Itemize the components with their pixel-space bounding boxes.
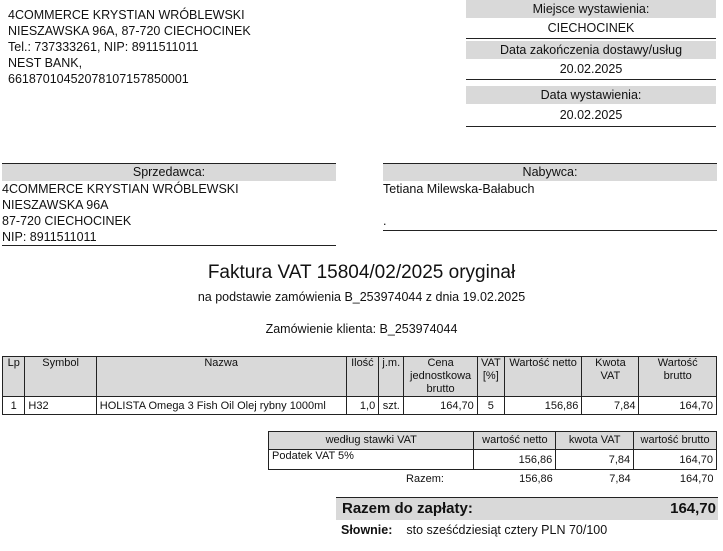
issuer-contact: Tel.: 737333261, NIP: 8911511011: [8, 40, 199, 54]
col-unit: j.m.: [379, 357, 404, 397]
buyer-lines: [383, 181, 717, 231]
table-row: [269, 450, 717, 470]
vat-col-rate: według stawki VAT: [269, 432, 474, 450]
meta-place: [466, 0, 716, 39]
seller-lines: [2, 181, 336, 246]
vat-amount: 7,84: [556, 450, 634, 470]
words-value: sto sześćdziesiąt cztery PLN 70/100: [406, 523, 608, 537]
place-label: Miejsce wystawienia:: [466, 0, 716, 18]
seller-label: Sprzedawca:: [2, 163, 336, 181]
vat-sum-row: [269, 470, 717, 488]
vat-header-row: [269, 432, 717, 450]
issuer-address: NIESZAWSKA 96A, 87-720 CIECHOCINEK: [8, 24, 251, 38]
col-name: Nazwa: [96, 357, 346, 397]
col-qty: Ilość: [346, 357, 379, 397]
vat-col-net: wartość netto: [474, 432, 556, 450]
delivery-label: Data zakończenia dostawy/usług: [466, 41, 716, 59]
col-lp: Lp: [3, 357, 25, 397]
words-label: Słownie:: [341, 523, 393, 537]
items-table: [2, 356, 717, 415]
seller-street: NIESZAWSKA 96A: [2, 198, 109, 212]
vat-gross: 164,70: [634, 450, 717, 470]
vat-col-gross: wartość brutto: [634, 432, 717, 450]
col-vat-amount: Kwota VAT: [582, 357, 639, 397]
total-due-amount: 164,70: [670, 500, 716, 517]
issue-label: Data wystawienia:: [466, 86, 716, 104]
seller-name: 4COMMERCE KRYSTIAN WRÓBLEWSKI: [2, 182, 239, 196]
buyer-block: [383, 163, 717, 231]
col-gross: Wartość brutto: [639, 357, 717, 397]
total-due-bar: [336, 497, 718, 520]
seller-block: [2, 163, 336, 246]
vat-rate: Podatek VAT 5%: [269, 450, 474, 470]
buyer-line-3: .: [383, 213, 717, 231]
invoice-subtitle: na podstawie zamówienia B_253974044 z dnia 19.02.2025: [197, 290, 526, 304]
cell-net: 156,86: [504, 397, 581, 415]
delivery-value: 20.02.2025: [466, 59, 716, 80]
issuer-name: 4COMMERCE KRYSTIAN WRÓBLEWSKI: [8, 8, 245, 22]
vat-col-vat: kwota VAT: [556, 432, 634, 450]
meta-issue: [466, 86, 716, 127]
col-symbol: Symbol: [25, 357, 96, 397]
vat-sum-label: Razem:: [406, 472, 444, 485]
cell-unit: szt.: [379, 397, 404, 415]
col-price: Cena jednostkowa brutto: [404, 357, 477, 397]
cell-price: 164,70: [404, 397, 477, 415]
cell-qty: 1,0: [346, 397, 379, 415]
client-order: Zamówienie klienta: B_253974044: [265, 322, 458, 336]
seller-city: 87-720 CIECHOCINEK: [2, 214, 132, 228]
vat-net: 156,86: [474, 450, 556, 470]
buyer-line-2: [383, 197, 717, 213]
cell-name: HOLISTA Omega 3 Fish Oil Olej rybny 1000ml: [96, 397, 346, 415]
seller-nip: NIP: 8911511011: [2, 229, 336, 246]
issuer-block: [8, 7, 251, 87]
cell-gross: 164,70: [639, 397, 717, 415]
buyer-label: Nabywca:: [383, 163, 717, 181]
total-due-label: Razem do zapłaty:: [342, 500, 473, 517]
col-vat: VAT [%]: [477, 357, 504, 397]
cell-lp: 1: [3, 397, 25, 415]
cell-vat-amount: 7,84: [582, 397, 639, 415]
vat-sum-net: 156,86: [474, 470, 556, 488]
amount-in-words: [341, 523, 607, 537]
place-value: CIECHOCINEK: [466, 18, 716, 39]
cell-symbol: H32: [25, 397, 96, 415]
meta-delivery: [466, 41, 716, 80]
issuer-bank: NEST BANK,: [8, 56, 83, 70]
cell-vat: 5: [477, 397, 504, 415]
vat-sum-gross: 164,70: [634, 470, 717, 488]
buyer-name: Tetiana Milewska-Bałabuch: [383, 182, 535, 196]
items-header-row: [3, 357, 717, 397]
issuer-account: 66187010452078107157850001: [8, 72, 189, 86]
vat-sum-vat: 7,84: [556, 470, 634, 488]
issue-value: 20.02.2025: [466, 104, 716, 127]
vat-summary-table: [268, 431, 717, 487]
col-net: Wartość netto: [504, 357, 581, 397]
table-row: [3, 397, 717, 415]
invoice-title: Faktura VAT 15804/02/2025 oryginał: [207, 262, 516, 283]
